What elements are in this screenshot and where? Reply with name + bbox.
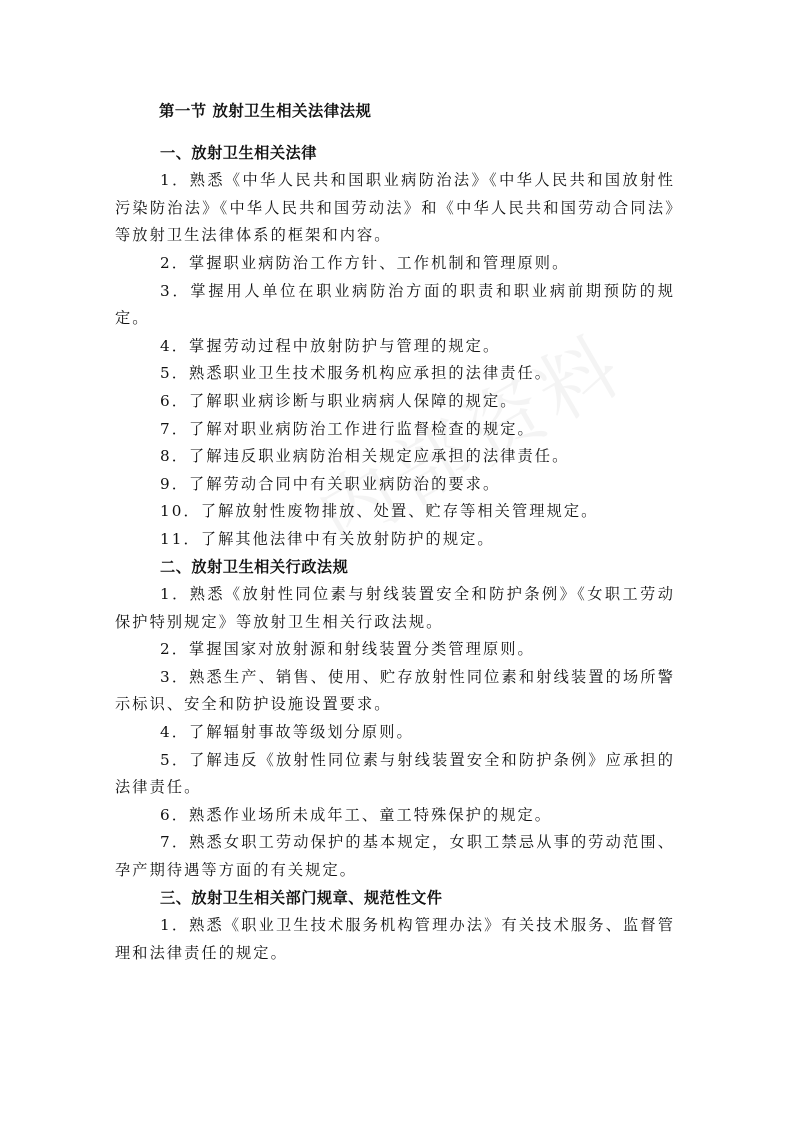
paragraph: 9．了解劳动合同中有关职业病防治的要求。 [160,474,501,493]
paragraph: 2．掌握国家对放射源和射线装置分类管理原则。 [160,640,535,659]
paragraph: 4．掌握劳动过程中放射防护与管理的规定。 [160,336,501,355]
paragraph: 3．熟悉生产、销售、使用、贮存放射性同位素和射线装置的场所警示标识、安全和防护设施设置要求。 [115,667,675,714]
section-heading: 二、放射卫生相关行政法规 [160,557,349,576]
paragraph: 1．熟悉《职业卫生技术服务机构管理办法》有关技术服务、监督管理和法律责任的规定。 [115,916,675,962]
document-body [115,98,675,967]
paragraph: 1．熟悉《中华人民共和国职业病防治法》《中华人民共和国放射性污染防治法》《中华人民共和国劳动法》和《中华人民共和国劳动合同法》等放射卫生法律体系的框架和内容。 [115,171,675,245]
paragraph: 1．熟悉《放射性同位素与射线装置安全和防护条例》《女职工劳动保护特别规定》等放射卫生相关行政法规。 [115,585,675,631]
paragraph: 5．熟悉职业卫生技术服务机构应承担的法律责任。 [160,364,553,383]
paragraph: 6．了解职业病诊断与职业病病人保障的规定。 [160,391,518,410]
paragraph: 10．了解放射性废物排放、处置、贮存等相关管理规定。 [160,502,599,521]
paragraph: 7．了解对职业病防治工作进行监督检查的规定。 [160,419,535,438]
paragraph: 4．了解辐射事故等级划分原则。 [160,723,414,742]
paragraph: 2．掌握职业病防治工作方针、工作机制和管理原则。 [160,253,570,272]
paragraph: 6．熟悉作业场所未成年工、童工特殊保护的规定。 [160,805,553,824]
paragraph: 11．了解其他法律中有关放射防护的规定。 [160,529,495,548]
paragraph: 8．了解违反职业病防治相关规定应承担的法律责任。 [160,447,570,466]
paragraph: 7．熟悉女职工劳动保护的基本规定，女职工禁忌从事的劳动范围、孕产期待遇等方面的有关规定。 [115,833,675,880]
section-heading: 一、放射卫生相关法律 [160,143,317,162]
section-heading: 三、放射卫生相关部门规章、规范性文件 [160,888,443,907]
paragraph: 5．了解违反《放射性同位素与射线装置安全和防护条例》应承担的法律责任。 [115,750,675,797]
paragraph: 3．掌握用人单位在职业病防治方面的职责和职业病前期预防的规定。 [115,281,675,328]
section-title: 第一节 放射卫生相关法律法规 [159,102,372,120]
